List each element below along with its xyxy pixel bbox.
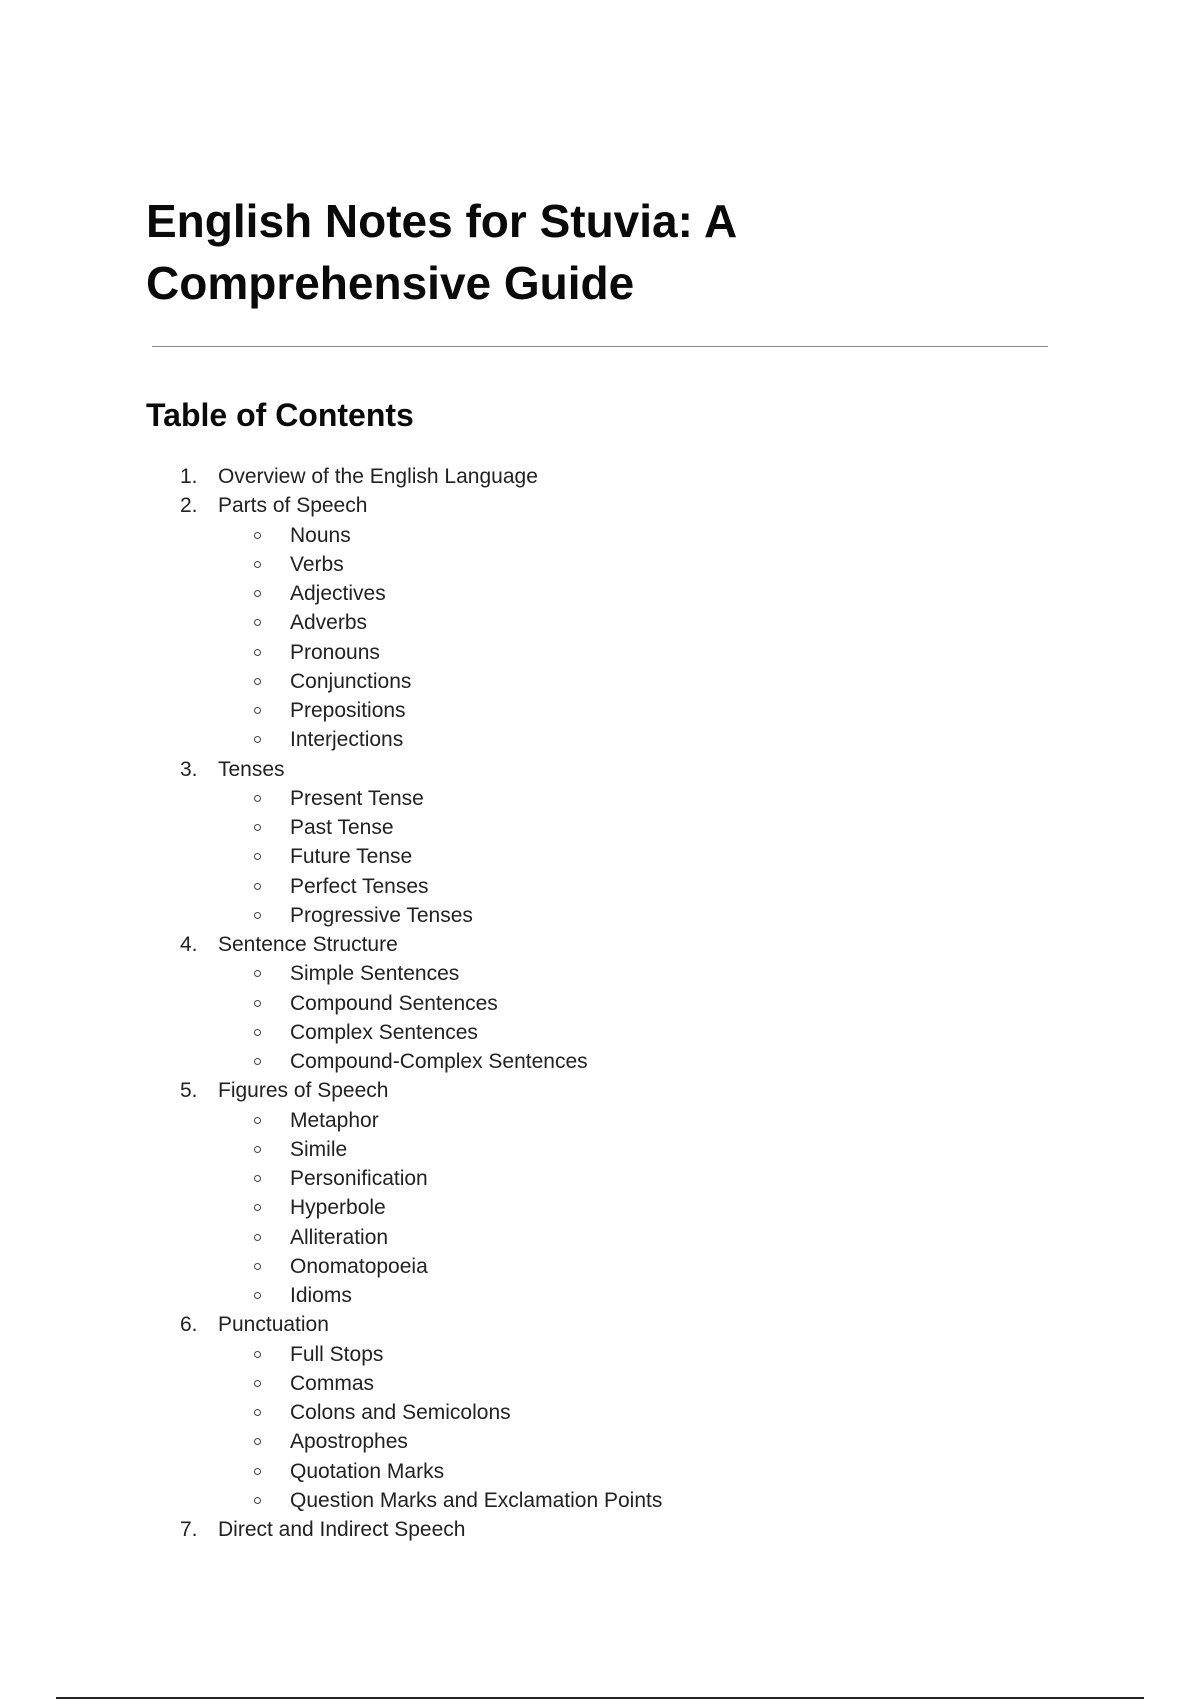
table-of-contents: [146, 462, 1046, 1544]
hollow-circle-icon: [254, 1292, 261, 1299]
hollow-circle-icon: [254, 649, 261, 656]
hollow-circle-icon: [254, 1380, 261, 1387]
hollow-circle-icon: [254, 1263, 261, 1270]
hollow-circle-icon: [254, 590, 261, 597]
toc-subitem-label: Complex Sentences: [290, 1020, 478, 1044]
toc-subitem-label: Perfect Tenses: [290, 874, 429, 898]
toc-item-row: [146, 930, 1046, 959]
toc-heading: Table of Contents: [146, 397, 414, 433]
toc-subitem-label: Onomatopoeia: [290, 1254, 428, 1278]
toc-subitem-label: Apostrophes: [290, 1430, 408, 1454]
toc-item-label: Overview of the English Language: [218, 465, 538, 488]
toc-item-number: 6.: [180, 1313, 198, 1337]
toc-subitem-label: Compound-Complex Sentences: [290, 1050, 588, 1073]
toc-item: [146, 930, 1046, 1076]
toc-subitem-label: Idioms: [290, 1284, 352, 1307]
toc-subitem-label: Past Tense: [290, 816, 394, 839]
toc-subitem-label: Present Tense: [290, 786, 424, 810]
toc-subitem: [146, 1047, 1046, 1076]
toc-subitem-label: Compound Sentences: [290, 991, 498, 1015]
toc-item: [146, 491, 1046, 754]
toc-subitem-label: Prepositions: [290, 699, 406, 722]
hollow-circle-icon: [254, 1175, 261, 1182]
toc-subitem-label: Full Stops: [290, 1342, 384, 1366]
toc-subitem-label: Simile: [290, 1137, 348, 1161]
toc-item-number: 4.: [180, 933, 198, 956]
hollow-circle-icon: [254, 561, 261, 568]
hollow-circle-icon: [254, 1409, 261, 1416]
toc-subitem: [146, 1281, 1046, 1310]
hollow-circle-icon: [254, 1497, 261, 1504]
toc-item-label: Sentence Structure: [218, 933, 398, 956]
toc-subitem: [146, 1340, 1046, 1369]
toc-subitem-label: Colons and Semicolons: [290, 1401, 511, 1424]
toc-item: [146, 462, 1046, 491]
hollow-circle-icon: [254, 1029, 261, 1036]
toc-item-number: 2.: [180, 494, 198, 518]
toc-subitem-label: Hyperbole: [290, 1196, 386, 1220]
toc-item-row: [146, 755, 1046, 784]
hollow-circle-icon: [254, 1234, 261, 1241]
toc-subitem: [146, 959, 1046, 988]
toc-subitem: [146, 1457, 1046, 1486]
hollow-circle-icon: [254, 532, 261, 539]
hollow-circle-icon: [254, 795, 261, 802]
toc-subitem: [146, 1018, 1046, 1047]
toc-sublist: [146, 521, 1046, 755]
toc-item-row: [146, 462, 1046, 491]
hollow-circle-icon: [254, 1351, 261, 1358]
toc-item-row: [146, 1076, 1046, 1105]
hollow-circle-icon: [254, 707, 261, 714]
toc-subitem: [146, 1164, 1046, 1193]
toc-item: [146, 1076, 1046, 1310]
toc-item: [146, 1515, 1046, 1544]
toc-item-row: [146, 1515, 1046, 1544]
toc-subitem-label: Commas: [290, 1371, 375, 1395]
toc-subitem: [146, 579, 1046, 608]
toc-subitem-label: Future Tense: [290, 845, 413, 869]
toc-item: [146, 755, 1046, 931]
toc-item-number: 7.: [180, 1518, 198, 1541]
hollow-circle-icon: [254, 678, 261, 685]
hollow-circle-icon: [254, 1204, 261, 1211]
toc-sublist: [146, 1106, 1046, 1311]
toc-subitem-label: Pronouns: [290, 640, 380, 664]
toc-item-label: Tenses: [218, 757, 285, 781]
toc-subitem: [146, 550, 1046, 579]
toc-item-label: Direct and Indirect Speech: [218, 1518, 466, 1541]
toc-subitem-label: Progressive Tenses: [290, 903, 473, 927]
toc-item-number: 5.: [180, 1079, 198, 1103]
toc-item-row: [146, 491, 1046, 520]
toc-subitem-label: Interjections: [290, 728, 404, 752]
toc-item: [146, 1310, 1046, 1515]
hollow-circle-icon: [254, 1058, 261, 1065]
toc-subitem-label: Adjectives: [290, 582, 386, 605]
toc-subitem-label: Simple Sentences: [290, 962, 460, 986]
toc-subitem: [146, 725, 1046, 754]
hollow-circle-icon: [254, 824, 261, 831]
toc-subitem-label: Metaphor: [290, 1108, 379, 1132]
hollow-circle-icon: [254, 853, 261, 860]
toc-subitem: [146, 521, 1046, 550]
toc-subitem: [146, 842, 1046, 871]
hollow-circle-icon: [254, 619, 261, 626]
toc-item-label: Parts of Speech: [218, 494, 368, 518]
toc-subitem: [146, 1106, 1046, 1135]
toc-item-number: 3.: [180, 757, 198, 781]
toc-subitem: [146, 1398, 1046, 1427]
hollow-circle-icon: [254, 1468, 261, 1475]
hollow-circle-icon: [254, 883, 261, 890]
toc-item-label: Figures of Speech: [218, 1079, 389, 1103]
toc-sublist: [146, 1340, 1046, 1516]
toc-subitem-label: Adverbs: [290, 611, 368, 635]
toc-subitem-label: Personification: [290, 1167, 428, 1190]
toc-subitem: [146, 1427, 1046, 1456]
title-divider: [152, 346, 1048, 347]
hollow-circle-icon: [254, 1146, 261, 1153]
toc-item-row: [146, 1310, 1046, 1339]
toc-subitem-label: Question Marks and Exclamation Points: [290, 1488, 663, 1512]
toc-subitem: [146, 872, 1046, 901]
toc-item-number: 1.: [180, 465, 198, 488]
toc-subitem: [146, 901, 1046, 930]
toc-sublist: [146, 959, 1046, 1076]
toc-subitem: [146, 1369, 1046, 1398]
toc-subitem: [146, 989, 1046, 1018]
toc-subitem-label: Quotation Marks: [290, 1459, 445, 1483]
page-bottom-divider: [56, 1697, 1144, 1699]
hollow-circle-icon: [254, 1000, 261, 1007]
toc-subitem: [146, 1223, 1046, 1252]
page-title: English Notes for Stuvia: A Comprehensive Guide: [146, 195, 736, 309]
toc-subitem: [146, 1135, 1046, 1164]
hollow-circle-icon: [254, 1438, 261, 1445]
toc-subitem-label: Verbs: [290, 552, 344, 576]
toc-subitem-label: Nouns: [290, 523, 351, 547]
toc-subitem-label: Conjunctions: [290, 669, 412, 693]
toc-subitem-label: Alliteration: [290, 1225, 389, 1249]
toc-subitem: [146, 696, 1046, 725]
hollow-circle-icon: [254, 1117, 261, 1124]
toc-subitem: [146, 1252, 1046, 1281]
toc-subitem: [146, 608, 1046, 637]
hollow-circle-icon: [254, 736, 261, 743]
toc-sublist: [146, 784, 1046, 930]
toc-subitem: [146, 1193, 1046, 1222]
hollow-circle-icon: [254, 970, 261, 977]
toc-subitem: [146, 638, 1046, 667]
hollow-circle-icon: [254, 912, 261, 919]
toc-subitem: [146, 667, 1046, 696]
toc-item-label: Punctuation: [218, 1313, 329, 1337]
toc-subitem: [146, 1486, 1046, 1515]
toc-subitem: [146, 813, 1046, 842]
toc-subitem: [146, 784, 1046, 813]
